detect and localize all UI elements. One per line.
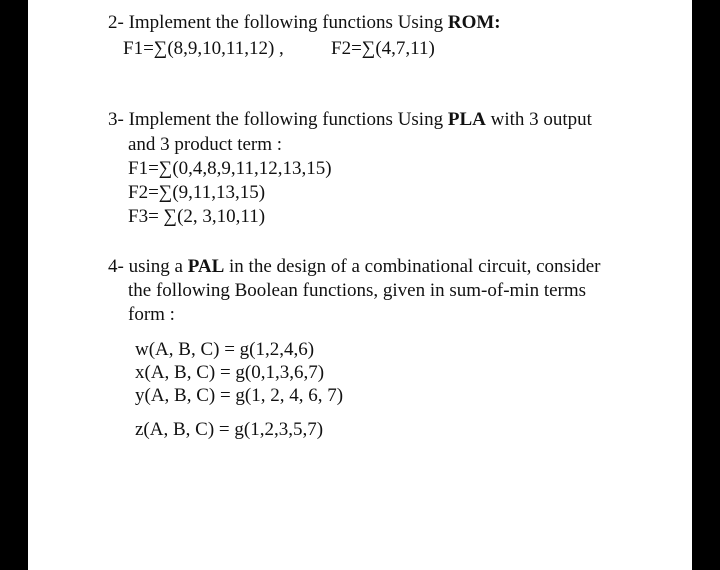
q4-w-function: w(A, B, C) = g(1,2,4,6): [135, 339, 315, 360]
q3-text-after: with 3 output: [490, 109, 592, 130]
q3-line2: and 3 product term :: [128, 134, 283, 155]
q3-f2: F2=∑(9,11,13,15): [128, 182, 266, 203]
q4-keyword-pal: PAL: [187, 256, 225, 277]
q4-line2: the following Boolean functions, given in sum-of-min terms: [128, 280, 587, 301]
q4-text-after: in the design of a combinational circuit, consider: [229, 256, 601, 277]
q2-number: 2-: [108, 12, 124, 33]
q4-number: 4-: [108, 256, 124, 277]
document-page: [28, 0, 692, 570]
q3-keyword-pla: PLA: [447, 109, 486, 130]
q2-f1: F1=∑(8,9,10,11,12) ,: [123, 38, 284, 59]
q4-y-function: y(A, B, C) = g(1, 2, 4, 6, 7): [135, 385, 344, 406]
q2-text: Implement the following functions Using: [128, 12, 444, 33]
q4-x-function: x(A, B, C) = g(0,1,3,6,7): [135, 362, 325, 383]
q3-f1: F1=∑(0,4,8,9,11,12,13,15): [128, 158, 332, 179]
q2-f2: F2=∑(4,7,11): [331, 38, 435, 59]
q2-heading: [108, 12, 501, 34]
q3-f3: F3= ∑(2, 3,10,11): [128, 206, 266, 227]
q3-text: Implement the following functions Using: [128, 109, 444, 130]
q2-keyword-rom: ROM:: [447, 12, 501, 33]
q4-heading: [108, 256, 600, 278]
q4-z-function: z(A, B, C) = g(1,2,3,5,7): [135, 419, 324, 440]
q4-text: using a: [128, 256, 183, 277]
q4-line3: form :: [128, 304, 175, 325]
q3-number: 3-: [108, 109, 124, 130]
q3-heading: [108, 109, 592, 131]
